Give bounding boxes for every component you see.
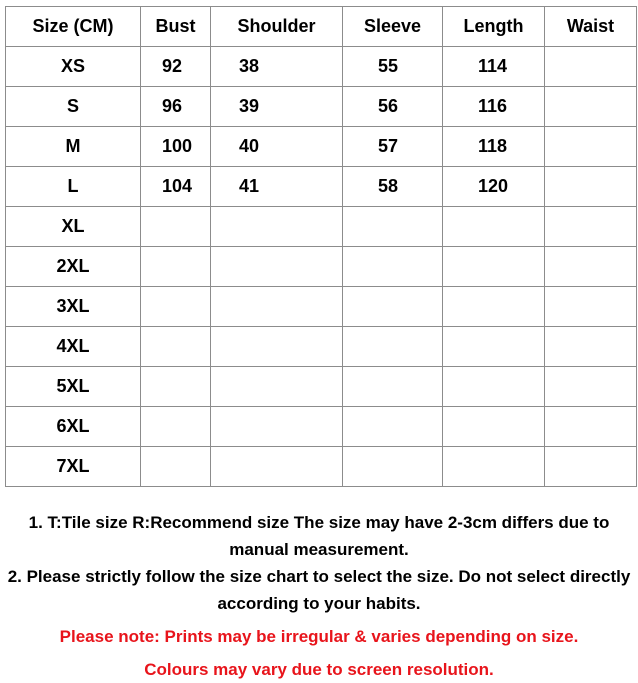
table-row [6,367,637,407]
measurement-cell: 39 [211,87,343,127]
measurement-cell: 120 [443,167,545,207]
table-row [6,127,637,167]
warning-prints: Please note: Prints may be irregular & varies depending on size. [59,627,579,646]
table-row [6,47,637,87]
column-header: Sleeve [343,7,443,47]
measurement-cell [443,367,545,407]
measurement-cell [545,207,637,247]
measurement-cell [141,287,211,327]
column-header: Shoulder [211,7,343,47]
measurement-cell: 118 [443,127,545,167]
warning-colours: Colours may vary due to screen resolution. [144,660,494,679]
measurement-cell [343,287,443,327]
table-row [6,247,637,287]
table-header-row [6,7,637,47]
measurement-cell: 114 [443,47,545,87]
measurement-cell [443,287,545,327]
size-label-cell: M [6,127,141,167]
measurement-cell [443,407,545,447]
measurement-cell [211,407,343,447]
measurement-cell [343,407,443,447]
measurement-cell [141,207,211,247]
measurement-cell: 58 [343,167,443,207]
measurement-cell [211,207,343,247]
measurement-cell [545,327,637,367]
measurement-cell [545,287,637,327]
measurement-cell [343,207,443,247]
measurement-cell [545,127,637,167]
table-row [6,167,637,207]
measurement-cell [141,367,211,407]
column-header: Size (CM) [6,7,141,47]
measurement-cell [545,407,637,447]
measurement-cell: 38 [211,47,343,87]
note-follow-chart: 2. Please strictly follow the size chart to select the size. Do not select directly according to your habits. [7,567,631,613]
measurement-cell: 55 [343,47,443,87]
measurement-cell [545,87,637,127]
size-label-cell: 5XL [6,367,141,407]
measurement-cell [211,327,343,367]
measurement-cell: 57 [343,127,443,167]
size-label-cell: 3XL [6,287,141,327]
measurement-cell: 92 [141,47,211,87]
measurement-cell [545,367,637,407]
size-label-cell: L [6,167,141,207]
table-row [6,327,637,367]
measurement-cell [141,407,211,447]
table-row [6,207,637,247]
table-row [6,287,637,327]
measurement-cell [443,327,545,367]
column-header: Bust [141,7,211,47]
measurement-cell [211,287,343,327]
note-measurement: 1. T:Tile size R:Recommend size The size may have 2-3cm differs due to manual measurement. [28,513,610,559]
measurement-cell: 100 [141,127,211,167]
measurement-cell [443,207,545,247]
measurement-cell [141,447,211,487]
measurement-cell [141,247,211,287]
size-label-cell: 6XL [6,407,141,447]
measurement-cell [211,367,343,407]
measurement-cell [545,167,637,207]
size-label-cell: 2XL [6,247,141,287]
measurement-cell [211,247,343,287]
table-row [6,407,637,447]
measurement-cell [545,47,637,87]
size-label-cell: XS [6,47,141,87]
size-label-cell: 4XL [6,327,141,367]
measurement-cell [211,447,343,487]
measurement-cell [343,447,443,487]
measurement-cell: 40 [211,127,343,167]
size-label-cell: XL [6,207,141,247]
column-header: Waist [545,7,637,47]
measurement-cell [443,447,545,487]
measurement-cell [343,247,443,287]
measurement-cell [141,327,211,367]
measurement-cell: 116 [443,87,545,127]
measurement-cell [343,367,443,407]
measurement-cell [545,247,637,287]
size-label-cell: 7XL [6,447,141,487]
table-row [6,447,637,487]
measurement-cell: 104 [141,167,211,207]
measurement-cell [343,327,443,367]
notes-section [0,509,638,683]
measurement-cell: 96 [141,87,211,127]
size-label-cell: S [6,87,141,127]
measurement-cell [545,447,637,487]
size-chart-table [5,6,637,487]
size-chart-body [6,7,637,487]
measurement-cell: 41 [211,167,343,207]
measurement-cell [443,247,545,287]
table-row [6,87,637,127]
measurement-cell: 56 [343,87,443,127]
column-header: Length [443,7,545,47]
